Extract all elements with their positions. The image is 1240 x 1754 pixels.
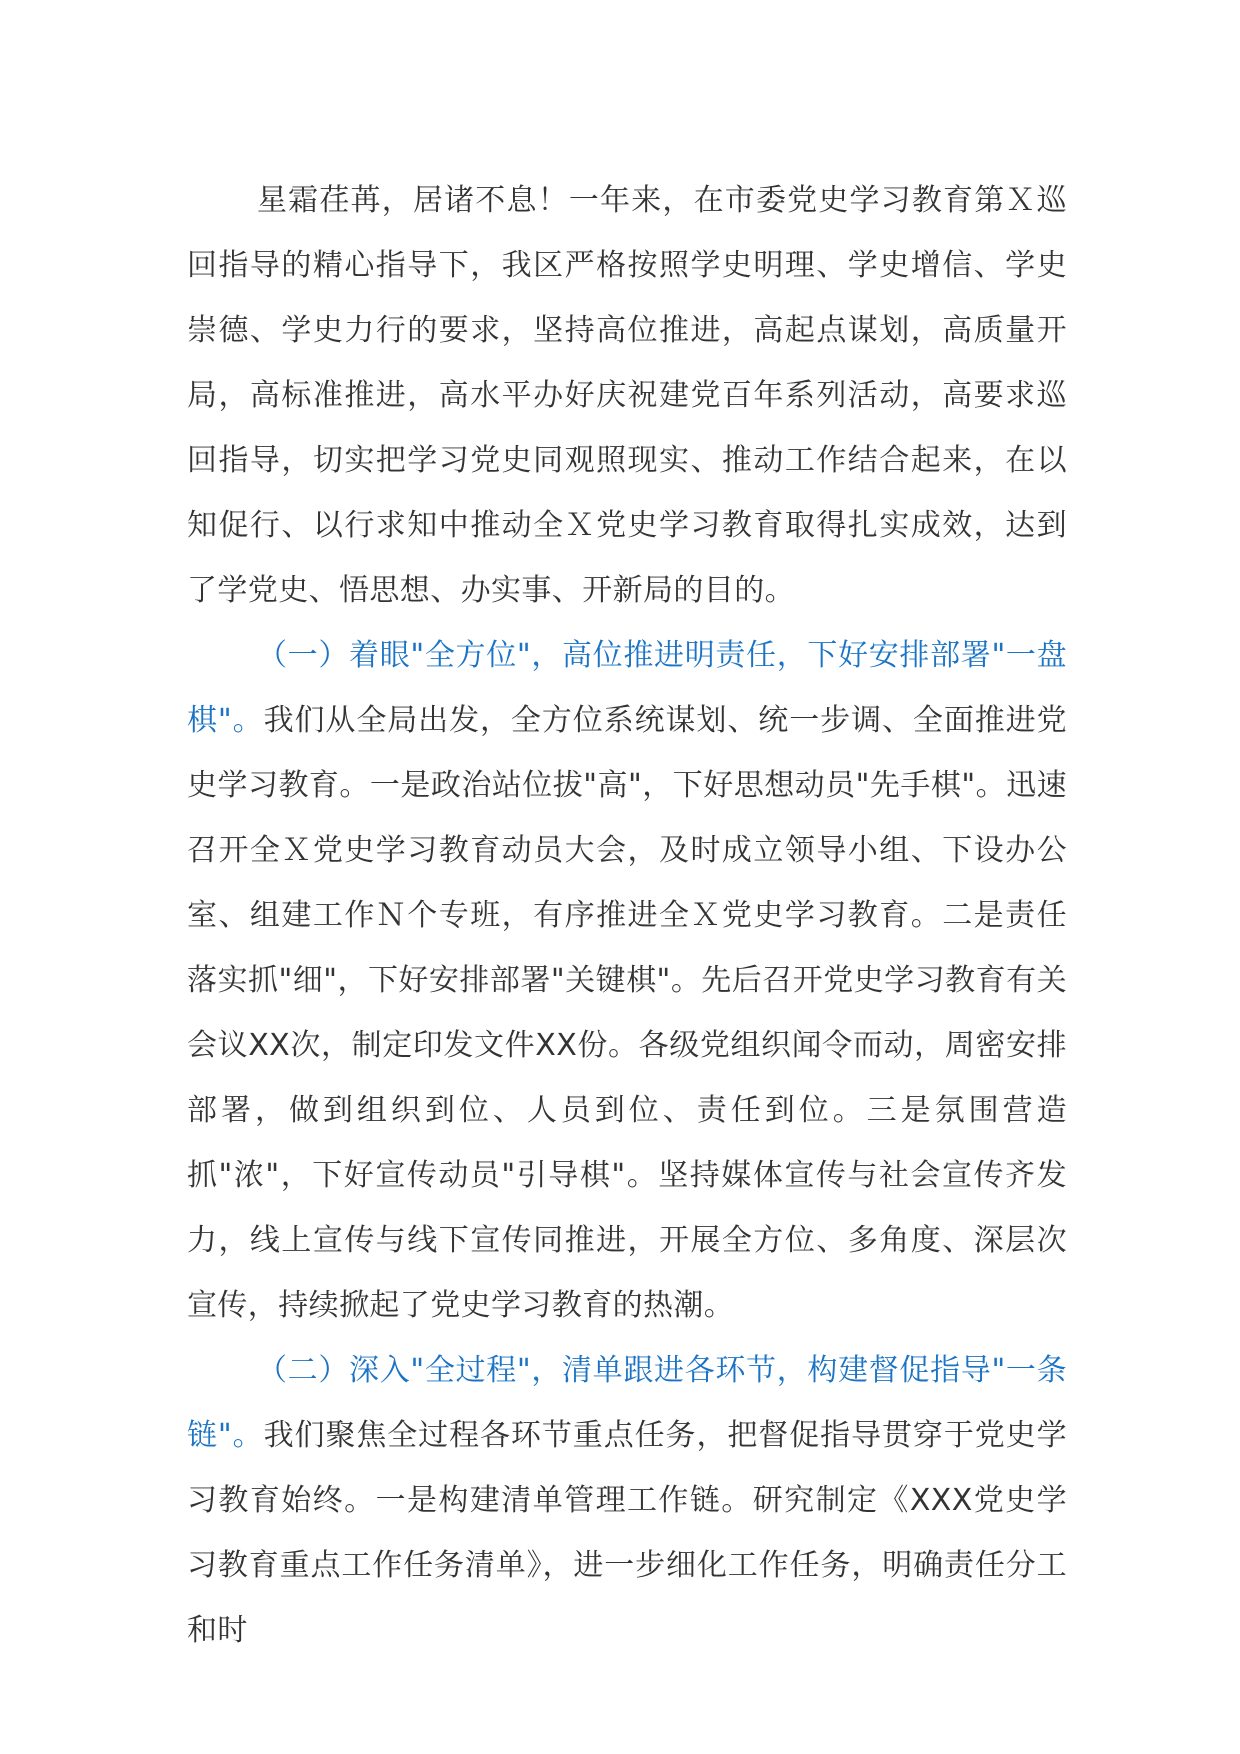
paragraph-body: 星霜荏苒，居诸不息！一年来，在市委党史学习教育第Ｘ巡回指导的精心指导下，我区严格按照学史明理、学史增信、学史崇德、学史力行的要求，坚持高位推进，高起点谋划，高质量开局，高标准推进，高水平办好庆祝建党百年系列活动，高要求巡回指导，切实把学习党史同观照现实、推动工作结合起来，在以知促行、以行求知中推动全Ｘ党史学习教育取得扎实成效，达到了学党史、悟思想、办实事、开新局的目的。 bbox=[187, 183, 1067, 608]
paragraph-body: 我们从全局出发，全方位系统谋划、统一步调、全面推进党史学习教育。一是政治站位拔"高"，下好思想动员"先手棋"。迅速召开全Ｘ党史学习教育动员大会，及时成立领导小组、下设办公室、组建工作Ｎ个专班，有序推进全Ｘ党史学习教育。二是责任落实抓"细"，下好安排部署"关键棋"。先后召开党史学习教育有关会议XX次，制定印发文件XX份。各级党组织闻令而动，周密安排部署，做到组织到位、人员到位、责任到位。三是氛围营造抓"浓"，下好宣传动员"引导棋"。坚持媒体宣传与社会宣传齐发力，线上宣传与线下宣传同推进，开展全方位、多角度、深层次宣传，持续掀起了党史学习教育的热潮。 bbox=[187, 703, 1067, 1323]
document-page bbox=[187, 168, 1067, 1663]
section-heading: （二）深入"全过程"，清单跟进各环节，构建督促指导"一条链"。 bbox=[187, 1353, 1067, 1453]
paragraph-intro bbox=[187, 168, 1067, 623]
paragraph-section-two bbox=[187, 1338, 1067, 1663]
section-heading: （一）着眼"全方位"，高位推进明责任，下好安排部署"一盘棋"。 bbox=[187, 638, 1067, 738]
paragraph-body: 我们聚焦全过程各环节重点任务，把督促指导贯穿于党史学习教育始终。一是构建清单管理工作链。研究制定《XXX党史学习教育重点工作任务清单》，进一步细化工作任务，明确责任分工和时 bbox=[187, 1418, 1067, 1648]
paragraph-section-one bbox=[187, 623, 1067, 1338]
